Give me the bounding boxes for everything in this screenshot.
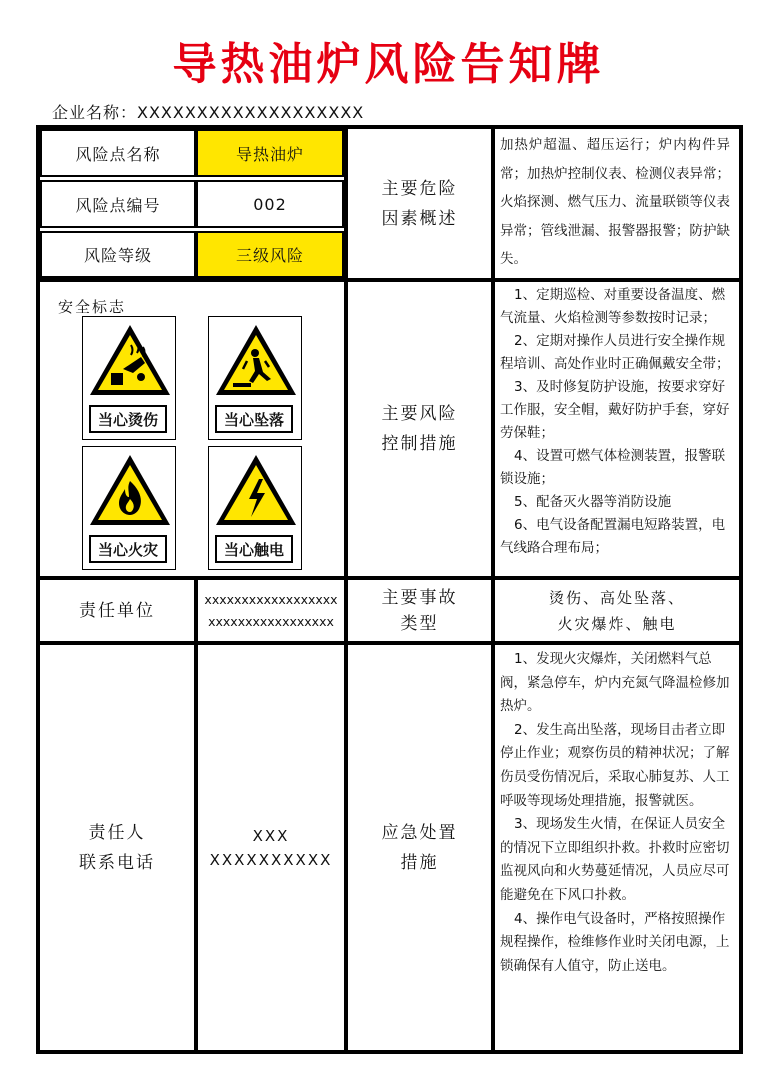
responsible-person-name: XXX [252, 826, 290, 845]
sign-hot-surface [82, 316, 176, 440]
control-measure-5: 5、配备灭火器等消防设施 [514, 494, 672, 510]
emergency-label-line1: 应急处置 [381, 822, 458, 843]
responsible-unit-value [198, 580, 344, 641]
control-measure-6: 6、电气设备配置漏电短路装置，电气线路合理布局； [500, 517, 726, 556]
accident-type-label-line1: 主要事故 [381, 587, 458, 608]
sign-falling [208, 316, 302, 440]
control-label-line1: 主要风险 [381, 404, 458, 424]
safety-signs-label: 安全标志 [58, 298, 127, 316]
emergency-measure-3: 3、现场发生火情，在保证人员安全的情况下立即组织扑救。扑救时应密切监视风向和火势蔓延情况，人员应尽可能避免在下风口扑救。 [500, 816, 730, 903]
emergency-measure-1: 1、发现火灾爆炸，关闭燃料气总阀，紧急停车，炉内充氮气降温检修加热炉。 [500, 651, 730, 715]
page-title: 导热油炉风险告知牌 [172, 39, 605, 90]
emergency-label [348, 645, 491, 1050]
risk-level-value: 三级风险 [196, 231, 344, 278]
risk-point-name-value: 导热油炉 [196, 129, 344, 177]
sign-caption: 当心火灾 [89, 535, 167, 563]
emergency-measure-2: 2、发生高出坠落，现场目击者立即停止作业；观察伤员的精神状况；了解伤员受伤情况后，采取心肺复苏、人工呼吸等现场处理措施，报警就医。 [500, 721, 730, 809]
sign-caption: 当心坠落 [215, 405, 293, 433]
control-label-line2: 控制措施 [381, 434, 458, 454]
control-measures [500, 284, 732, 576]
responsible-unit-value-line2: xxxxxxxxxxxxxxxxx [208, 613, 334, 629]
accident-type-value-line1: 烫伤、高处坠落、 [548, 588, 685, 607]
responsible-person-label-line2: 联系电话 [79, 852, 155, 873]
sign-caption: 当心触电 [215, 535, 293, 563]
control-measure-2: 2、定期对操作人员进行安全操作规程培训、高处作业时正确佩戴安全带； [500, 333, 730, 372]
sign-caption: 当心烫伤 [89, 405, 167, 433]
main-hazard-text: 加热炉超温、超压运行；炉内构件异常；加热炉控制仪表、检测仪表异常；火焰探测、燃气压力、流量联锁等仪表异常；管线泄漏、报警器报警；防护缺失。 [500, 137, 730, 267]
accident-type-value-line2: 火灾爆炸、触电 [557, 614, 677, 633]
sign-fire [82, 446, 176, 570]
risk-point-name-label: 风险点名称 [40, 129, 196, 177]
responsible-unit-label: 责任单位 [79, 600, 155, 621]
sign-electric [208, 446, 302, 570]
risk-point-no-label: 风险点编号 [40, 180, 196, 228]
control-measure-4: 4、设置可燃气体检测装置，报警联锁设施； [500, 448, 726, 487]
risk-point-no-value: 002 [196, 180, 344, 228]
accident-type-label-line2: 类型 [400, 613, 439, 634]
main-hazard-label [348, 129, 491, 278]
emergency-measures [500, 648, 732, 1048]
control-label [348, 282, 491, 576]
control-measure-3: 3、及时修复防护设施，按要求穿好工作服，安全帽，戴好防护手套，穿好劳保鞋； [500, 379, 730, 441]
main-hazard-label-line1: 主要危险 [381, 178, 458, 199]
responsible-person-label [40, 645, 194, 1050]
company-name: 企业名称：XXXXXXXXXXXXXXXXXXX [52, 103, 365, 122]
main-hazard-label-line2: 因素概述 [381, 208, 458, 229]
emergency-measure-4: 4、操作电气设备时，严格按照操作规程操作，检维修作业时关闭电源，上锁确保有人值守，防止送电。 [500, 910, 730, 974]
control-measure-1: 1、定期巡检、对重要设备温度、燃气流量、火焰检测等参数按时记录； [500, 287, 726, 326]
responsible-person-value [198, 645, 344, 1050]
risk-level-label: 风险等级 [40, 231, 196, 278]
accident-type-value [495, 580, 739, 641]
accident-type-label [348, 580, 491, 641]
emergency-label-line2: 措施 [400, 852, 439, 873]
responsible-unit-value-line1: xxxxxxxxxxxxxxxxxx [204, 591, 338, 607]
responsible-person-label-line1: 责任人 [88, 822, 146, 843]
responsible-person-phone: XXXXXXXXXX [209, 850, 333, 869]
